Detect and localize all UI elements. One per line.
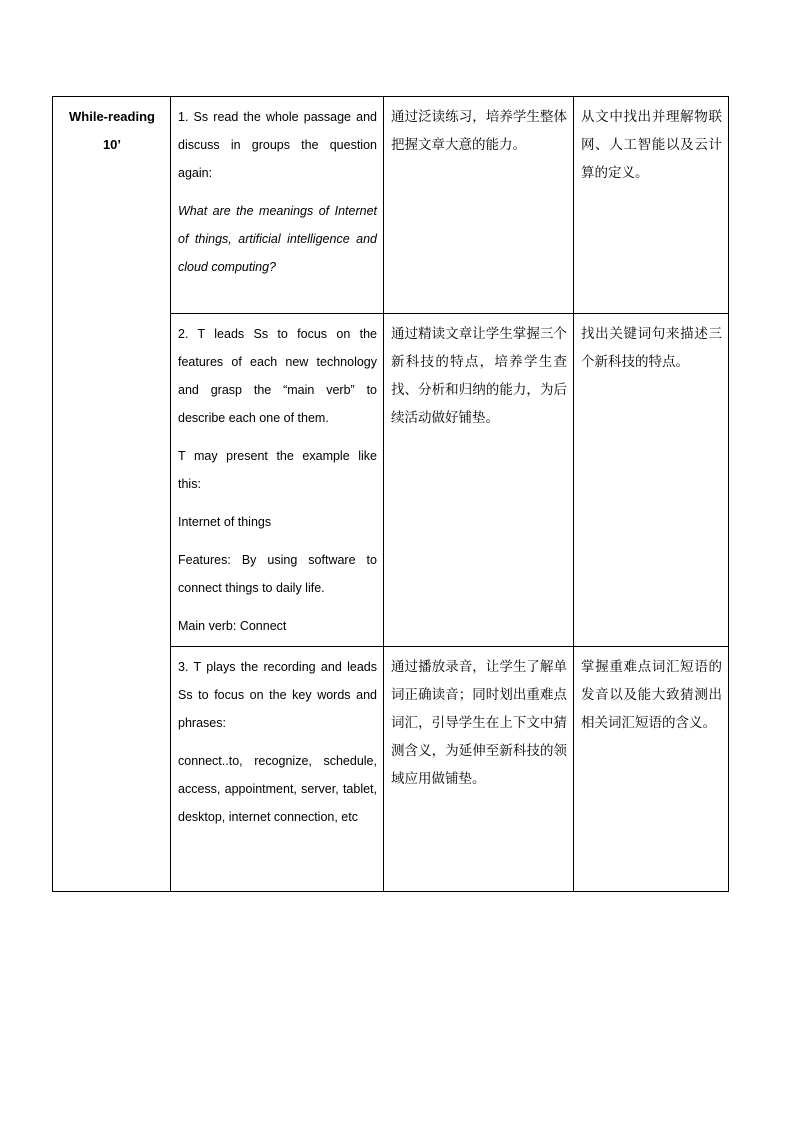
activity-cell [171,647,384,892]
goal-text: 从文中找出并理解物联网、人工智能以及云计算的定义。 [581,109,722,181]
lesson-plan-table [52,96,729,892]
activity-text: Features: By using software to connect things to daily life. [178,553,377,595]
goal-cell [574,647,729,892]
activity-text: connect..to, recognize, schedule, access, appointment, server, tablet, desktop, internet connection, etc [178,754,377,824]
table-row [53,97,729,314]
goal-cell [574,314,729,647]
purpose-text: 通过播放录音，让学生了解单词正确读音；同时划出重难点词汇，引导学生在上下文中猜测含义，为延伸至新科技的领域应用做铺垫。 [391,659,567,787]
activity-question: What are the meanings of Internet of things, artificial intelligence and cloud computing? [178,204,377,274]
purpose-cell [384,314,574,647]
purpose-cell [384,97,574,314]
purpose-text: 通过泛读练习，培养学生整体把握文章大意的能力。 [391,109,567,153]
activity-text: 1. Ss read the whole passage and discuss in groups the question again: [178,110,377,180]
activity-text: Internet of things [178,515,272,529]
purpose-cell [384,647,574,892]
activity-cell [171,97,384,314]
activity-cell [171,314,384,647]
goal-text: 找出关键词句来描述三个新科技的特点。 [581,326,722,370]
goal-text: 掌握重难点词汇短语的发音以及能大致猜测出相关词汇短语的含义。 [581,659,722,731]
stage-cell [53,97,171,892]
activity-text: T may present the example like this: [178,449,377,491]
purpose-text: 通过精读文章让学生掌握三个新科技的特点，培养学生查找、分析和归纳的能力，为后续活动做好铺垫。 [391,326,567,426]
activity-text: 2. T leads Ss to focus on the features of each new technology and grasp the “main verb” to describe each one of them. [178,327,377,425]
activity-text: Main verb: Connect [178,619,287,633]
stage-time: 10’ [102,137,122,152]
activity-text: 3. T plays the recording and leads Ss to focus on the key words and phrases: [178,660,377,730]
stage-name: While-reading [69,109,155,124]
goal-cell [574,97,729,314]
